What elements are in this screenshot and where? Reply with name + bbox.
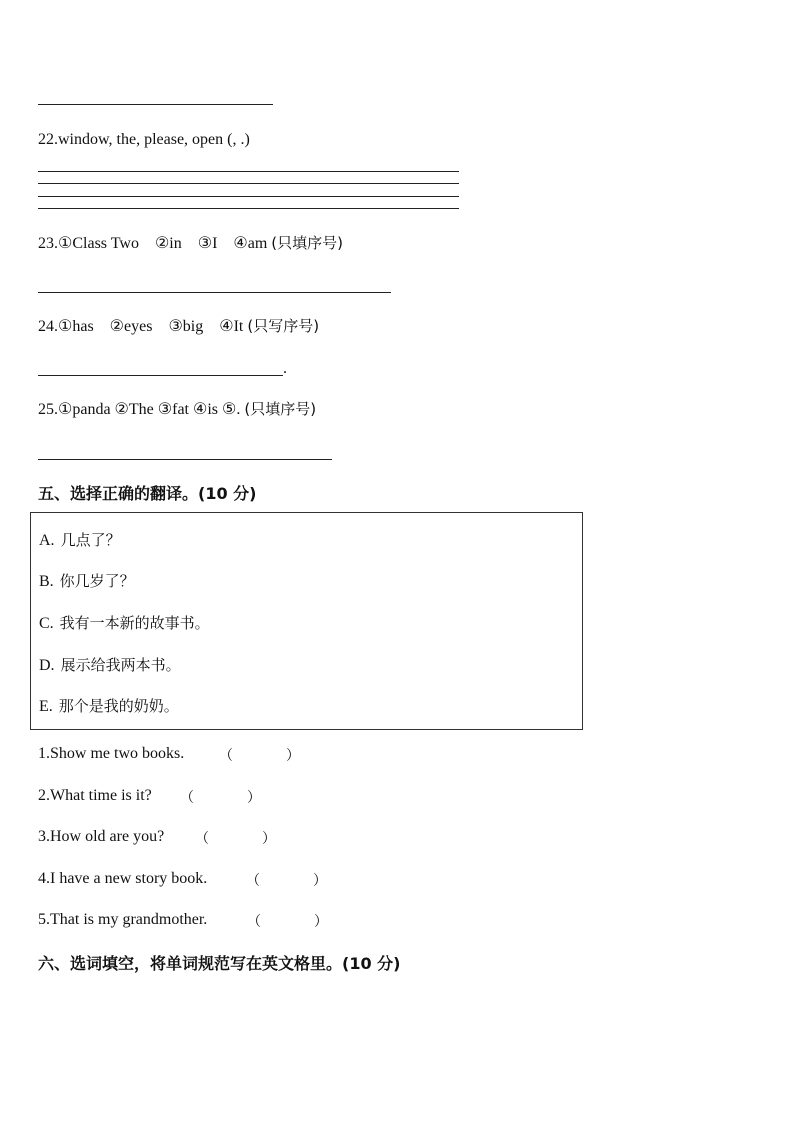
item-text: 4.I have a new story book.: [38, 870, 208, 887]
option-d: [39, 655, 181, 676]
section-5-title: 五、选择正确的翻译。(10 分): [38, 484, 257, 503]
item-text: 5.That is my grandmother.: [38, 911, 208, 928]
answer-paren-close[interactable]: ）: [262, 831, 276, 847]
answer-paren-close[interactable]: ）: [314, 914, 328, 930]
answer-line[interactable]: [38, 104, 273, 105]
item-text: 1.Show me two books.: [38, 745, 185, 762]
question-23-note: (只填序号): [271, 234, 344, 252]
option-text: 几点了？: [60, 531, 121, 549]
item-2: [38, 786, 152, 806]
question-25-note: (只填序号): [244, 400, 317, 418]
writing-line[interactable]: [38, 196, 459, 197]
option-letter: A.: [39, 532, 55, 549]
option-letter: D.: [39, 657, 55, 674]
answer-paren-open[interactable]: （: [246, 873, 260, 889]
answer-period: .: [283, 360, 287, 377]
answer-line[interactable]: [38, 459, 332, 460]
option-e: [39, 696, 179, 717]
question-24-text: 24.①has ②eyes ③big ④It: [38, 318, 244, 335]
answer-line[interactable]: [38, 375, 283, 376]
option-b: [39, 571, 135, 592]
answer-line[interactable]: [38, 292, 391, 293]
options-box: [30, 512, 583, 730]
item-text: 2.What time is it?: [38, 787, 152, 804]
option-c: [39, 613, 210, 634]
writing-line[interactable]: [38, 183, 459, 184]
item-1: [38, 744, 184, 764]
answer-paren-open[interactable]: （: [195, 831, 209, 847]
question-25: [38, 399, 316, 420]
option-text: 那个是我的奶奶。: [58, 697, 179, 715]
item-4: [38, 869, 207, 889]
answer-paren-close[interactable]: ）: [286, 748, 300, 764]
option-letter: C.: [39, 615, 54, 632]
option-text: 展示给我两本书。: [60, 656, 181, 674]
answer-paren-open[interactable]: （: [180, 790, 194, 806]
option-letter: B.: [39, 573, 54, 590]
question-23: [38, 233, 343, 254]
answer-paren-open[interactable]: （: [247, 914, 261, 930]
option-a: [39, 530, 121, 551]
option-text: 你几岁了？: [59, 572, 135, 590]
answer-paren-close[interactable]: ）: [247, 790, 261, 806]
question-24-note: (只写序号): [247, 317, 320, 335]
question-24: [38, 316, 319, 337]
question-23-text: 23.①Class Two ②in ③I ④am: [38, 235, 268, 252]
answer-paren-open[interactable]: （: [219, 748, 233, 764]
question-25-text: 25.①panda ②The ③fat ④is ⑤.: [38, 401, 241, 418]
item-3: [38, 827, 164, 847]
option-letter: E.: [39, 698, 53, 715]
question-22: 22.window, the, please, open (, .): [38, 131, 250, 148]
option-text: 我有一本新的故事书。: [59, 614, 210, 632]
item-5: [38, 910, 207, 930]
section-6-title: 六、选词填空，将单词规范写在英文格里。(10 分): [38, 954, 401, 973]
writing-line[interactable]: [38, 208, 459, 209]
answer-paren-close[interactable]: ）: [313, 873, 327, 889]
writing-line[interactable]: [38, 171, 459, 172]
item-text: 3.How old are you?: [38, 828, 165, 845]
